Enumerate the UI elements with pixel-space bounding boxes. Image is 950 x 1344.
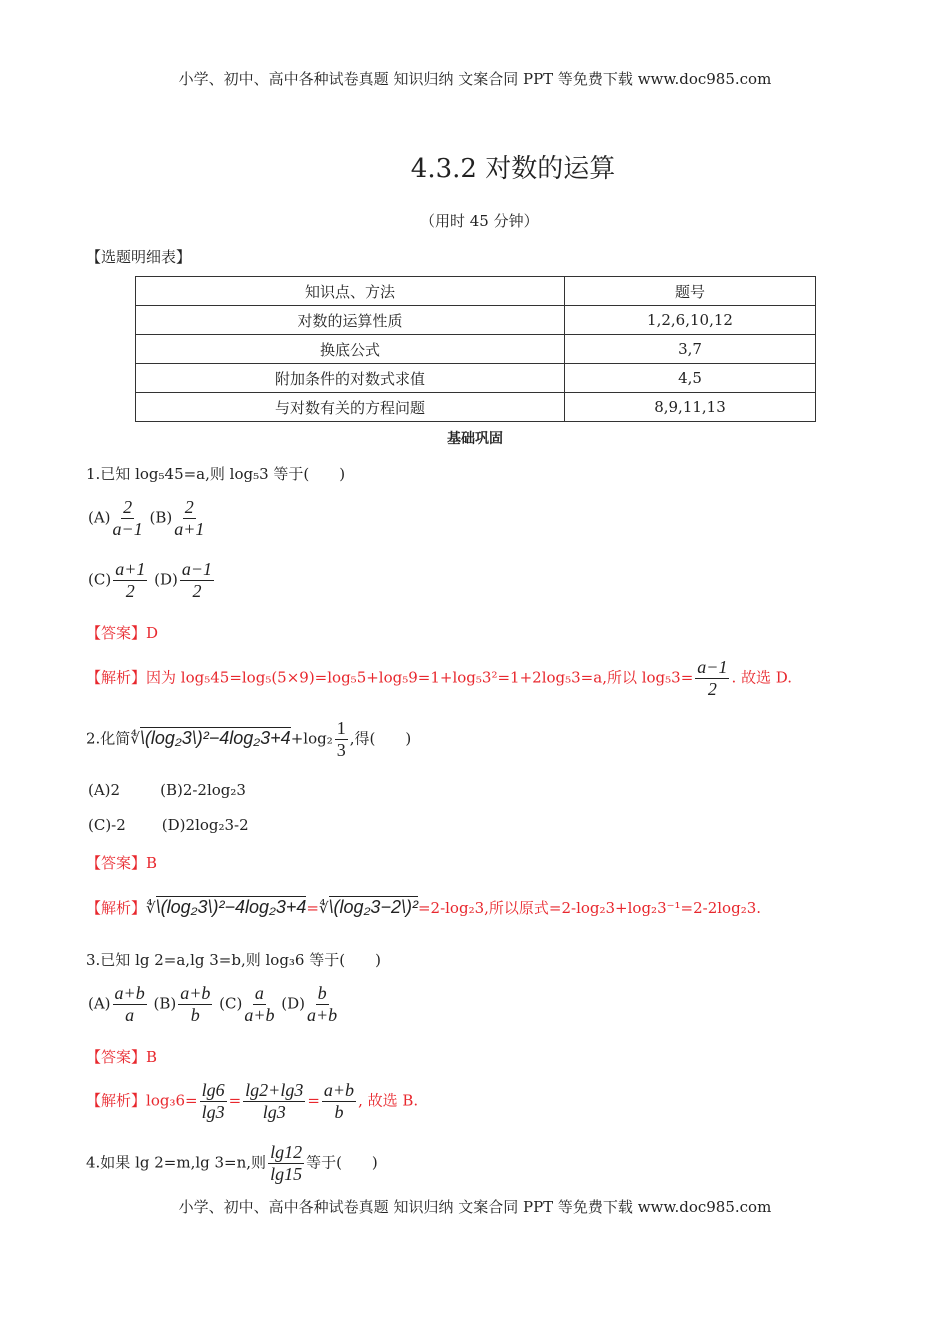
detail-label: 【选题明细表】 xyxy=(86,248,192,266)
table-cell: 8,9,11,13 xyxy=(565,393,816,422)
option-c: (C)-2 xyxy=(88,816,126,834)
denominator: 2 xyxy=(125,581,135,601)
numerator: a+b xyxy=(114,983,145,1003)
option-c-fraction xyxy=(113,559,147,602)
table-row xyxy=(136,393,816,422)
denominator: a+b xyxy=(307,1005,338,1025)
denominator: b xyxy=(334,1102,344,1122)
q2-suffix: ,得( ) xyxy=(349,729,412,748)
table-cell: 4,5 xyxy=(565,364,816,393)
denominator: b xyxy=(190,1005,200,1025)
option-label: (A) xyxy=(88,994,111,1013)
q1-answer xyxy=(86,622,158,643)
radical-icon: ∜ xyxy=(318,899,329,917)
q1-options-row2 xyxy=(88,559,216,602)
radicand: \(log₂3−2\)² xyxy=(328,897,418,917)
option-c-fraction xyxy=(244,983,274,1026)
table-header: 题号 xyxy=(565,277,816,306)
q2-options-row1 xyxy=(88,781,246,799)
analysis-fraction xyxy=(322,1080,356,1123)
analysis-fraction xyxy=(200,1080,227,1123)
q2-options-row2 xyxy=(88,816,249,834)
analysis-tag: 【解析】 xyxy=(86,1091,147,1110)
denominator: lg3 xyxy=(201,1102,225,1122)
analysis-end: . 故选 D. xyxy=(731,668,793,687)
denominator: lg3 xyxy=(262,1102,286,1122)
numerator: a+1 xyxy=(115,559,146,579)
denominator: 2 xyxy=(192,581,202,601)
q2-answer xyxy=(86,852,157,873)
numerator: lg12 xyxy=(270,1142,303,1162)
numerator: a xyxy=(254,983,264,1003)
denominator: a xyxy=(125,1005,135,1025)
q4-prefix: 4.如果 lg 2=m,lg 3=n,则 xyxy=(86,1153,267,1172)
q1-options-row1 xyxy=(88,497,206,540)
table-row xyxy=(136,335,816,364)
table-cell: 1,2,6,10,12 xyxy=(565,306,816,335)
denominator: a−1 xyxy=(112,519,143,539)
numerator: lg2+lg3 xyxy=(245,1080,304,1100)
answer-tag: 【答案】 xyxy=(86,854,147,872)
q4-suffix: 等于( ) xyxy=(306,1153,378,1172)
q3-options xyxy=(88,983,339,1026)
numerator: 2 xyxy=(184,497,194,517)
option-label: (C) xyxy=(88,570,112,589)
denominator: lg15 xyxy=(270,1164,303,1184)
section-heading: 基础巩固 xyxy=(447,431,503,447)
q3-answer xyxy=(86,1046,157,1067)
answer-tag: 【答案】 xyxy=(86,1048,147,1066)
table-cell: 3,7 xyxy=(565,335,816,364)
answer-value: D xyxy=(146,624,159,642)
table-header: 知识点、方法 xyxy=(136,277,565,306)
q3-stem: 3.已知 lg 2=a,lg 3=b,则 log₃6 等于( ) xyxy=(86,951,381,969)
radical-icon: ∜ xyxy=(130,729,140,748)
topic-table xyxy=(135,276,816,422)
table-header-row xyxy=(136,277,816,306)
answer-value: B xyxy=(146,854,158,872)
numerator: a−1 xyxy=(697,657,728,677)
numerator: 2 xyxy=(123,497,133,517)
option-a-fraction xyxy=(113,497,143,540)
q2-fraction xyxy=(335,718,348,761)
option-a: (A)2 xyxy=(88,781,121,799)
option-d: (D)2log₂3-2 xyxy=(161,816,249,834)
numerator: a−1 xyxy=(181,559,213,579)
radicand: \(log₂3\)²−4log₂3+4 xyxy=(139,727,291,748)
q1-stem: 1.已知 log₅45=a,则 log₅3 等于( ) xyxy=(86,465,346,483)
radical-icon: ∜ xyxy=(146,899,156,917)
page-footer: 小学、初中、高中各种试卷真题 知识归纳 文案合同 PPT 等免费下载 www.doc985.com xyxy=(178,1198,772,1216)
table-row xyxy=(136,364,816,393)
q2-prefix: 2.化简 xyxy=(86,729,131,748)
option-label: (A) xyxy=(88,508,111,527)
option-label: (D) xyxy=(154,570,178,589)
q2-analysis: 【解析】∜\(log₂3\)²−4log₂3+4=∜\(log₂3−2\)²=2-log₂3,所以原式=2-log₂3+log₂3⁻¹=2-2log₂3. xyxy=(86,897,762,917)
numerator: 1 xyxy=(336,718,346,738)
analysis-tag: 【解析】 xyxy=(86,668,147,687)
analysis-fraction xyxy=(695,657,729,700)
page-title: 4.3.2 对数的运算 xyxy=(410,154,616,184)
table-cell: 附加条件的对数式求值 xyxy=(136,364,565,393)
option-label: (B) xyxy=(149,508,173,527)
q4-stem xyxy=(86,1142,378,1185)
q2-stem xyxy=(86,718,411,761)
option-label: (D) xyxy=(281,994,306,1013)
denominator: a+1 xyxy=(174,519,205,539)
numerator: b xyxy=(317,983,327,1003)
table-cell: 与对数有关的方程问题 xyxy=(136,393,565,422)
analysis-tag: 【解析】 xyxy=(86,899,147,917)
option-label: (B) xyxy=(153,994,177,1013)
option-b: (B)2-2log₂3 xyxy=(160,781,246,799)
option-a-fraction xyxy=(113,983,147,1026)
option-label: (C) xyxy=(219,994,243,1013)
answer-tag: 【答案】 xyxy=(86,624,147,642)
page-header: 小学、初中、高中各种试卷真题 知识归纳 文案合同 PPT 等免费下载 www.doc985.com xyxy=(178,70,772,88)
analysis-end: , 故选 B. xyxy=(358,1091,419,1110)
option-d-fraction xyxy=(180,559,214,602)
numerator: a+b xyxy=(323,1080,355,1100)
table-row xyxy=(136,306,816,335)
numerator: a+b xyxy=(180,983,211,1003)
denominator: 2 xyxy=(707,679,717,699)
denominator: a+b xyxy=(244,1005,275,1025)
option-b-fraction xyxy=(174,497,204,540)
q1-analysis xyxy=(86,657,792,700)
time-note: （用时 45 分钟） xyxy=(420,212,539,230)
table-cell: 对数的运算性质 xyxy=(136,306,565,335)
denominator: 3 xyxy=(336,740,346,760)
radicand: \(log₂3\)²−4log₂3+4 xyxy=(155,897,307,917)
numerator: lg6 xyxy=(201,1080,225,1100)
q4-fraction xyxy=(268,1142,304,1185)
analysis-end: =2-log₂3,所以原式=2-log₂3+log₂3⁻¹=2-2log₂3. xyxy=(417,899,762,917)
q3-analysis: 【解析】log₃6= $\frac{\lg 6}{\lg 3}$ = $\frac{\lg 2+\lg 3}{\lg 3}$ = $\frac{a+b}{b}$ , 故选 B. xyxy=(86,1080,419,1122)
analysis-fraction xyxy=(243,1080,305,1123)
analysis-text: 因为 log₅45=log₅(5×9)=log₅5+log₅9=1+log₅3²=1+2log₅3=a,所以 log₅3= xyxy=(146,668,694,687)
answer-value: B xyxy=(146,1048,158,1066)
option-d-fraction xyxy=(307,983,337,1026)
option-b-fraction xyxy=(178,983,212,1026)
q2-mid: +log₂ xyxy=(290,729,333,748)
analysis-text: log₃6= xyxy=(146,1091,198,1110)
table-cell: 换底公式 xyxy=(136,335,565,364)
